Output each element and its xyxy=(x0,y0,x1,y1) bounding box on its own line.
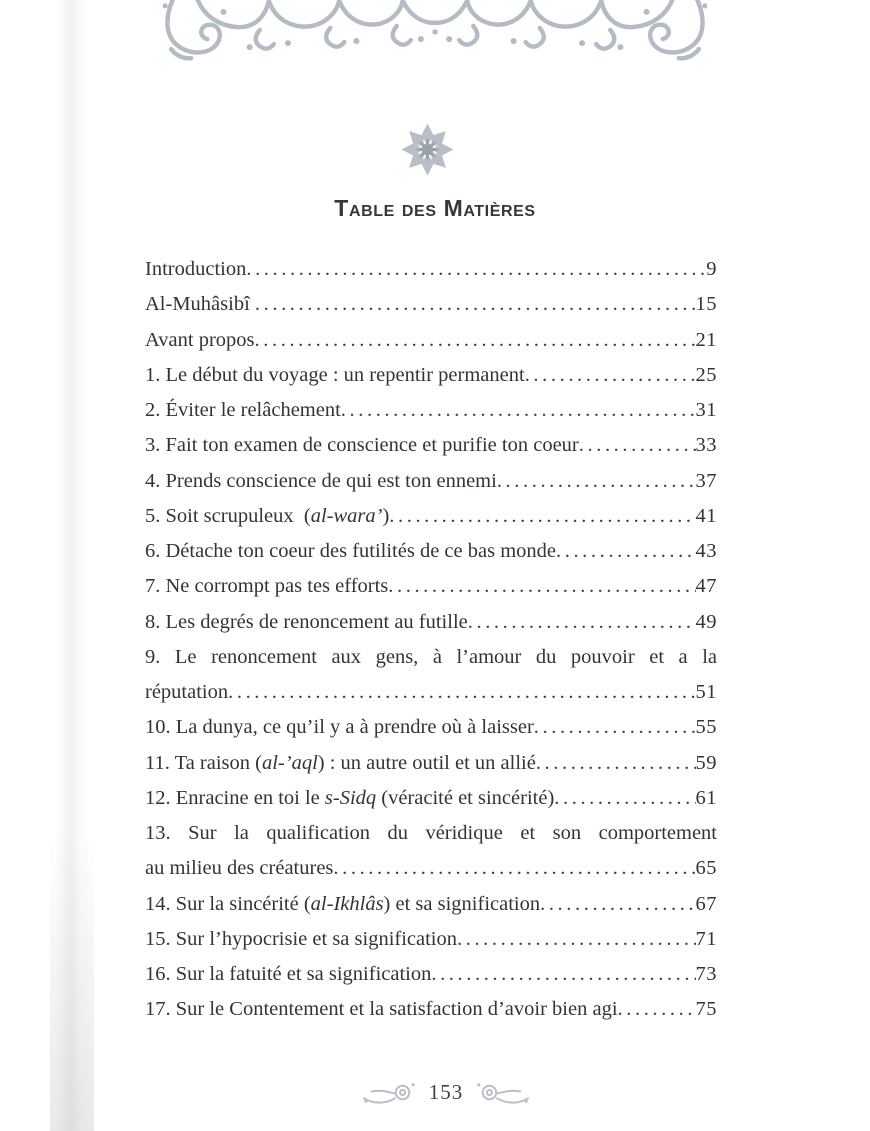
toc-entry-text: Introduction xyxy=(145,258,247,280)
toc-entry-page: 61 xyxy=(695,786,717,809)
toc-entry-text-italic: al-Ikhlâs xyxy=(310,892,384,915)
toc-entry-page: 37 xyxy=(695,469,717,492)
toc-entry-text: Al-Muhâsibî xyxy=(145,293,255,316)
toc-entry-page: 25 xyxy=(695,363,717,386)
table-of-contents xyxy=(145,252,717,1028)
page-footer xyxy=(0,1075,870,1109)
floral-scroll-border-icon xyxy=(163,0,707,64)
toc-entry-text: 15. Sur l’hypocrisie et sa signification xyxy=(145,927,457,950)
toc-entry-text: réputation xyxy=(145,681,229,703)
toc-entry-text: 4. Prends conscience de qui est ton ennemi xyxy=(145,469,497,492)
toc-entry-12 xyxy=(145,781,717,816)
toc-entry-text: 1. Le début du voyage : un repentir permanent xyxy=(145,363,525,386)
dot-leader xyxy=(457,922,696,957)
toc-entry-1 xyxy=(145,358,717,393)
toc-entry-10 xyxy=(145,710,717,745)
toc-entry-text: 8. Les degrés de renoncement au futille xyxy=(145,610,468,633)
toc-entry-page: 49 xyxy=(695,610,717,633)
toc-entry-text-italic: s-Sidq xyxy=(324,786,377,809)
toc-entry-text: 6. Détache ton coeur des futilités de ce bas monde xyxy=(145,540,556,562)
dot-leader xyxy=(556,534,696,569)
toc-entry-page: 31 xyxy=(695,399,717,421)
toc-entry-text-italic: al-wara’ xyxy=(310,504,383,527)
toc-entry-text: 12. Enracine en toi le xyxy=(145,786,325,809)
toc-entry-13-line1 xyxy=(145,816,717,851)
dot-leader xyxy=(255,323,696,358)
toc-entry-text: 13. Sur la qualification du véridique et son comportement xyxy=(145,822,717,844)
dot-leader xyxy=(468,605,696,640)
toc-entry-text-italic: al-’aql xyxy=(261,751,318,774)
toc-entry-page: 67 xyxy=(695,892,717,915)
dot-leader xyxy=(618,992,696,1027)
toc-entry-text: 3. Fait ton examen de conscience et purifie ton coeur xyxy=(145,434,579,457)
dot-leader xyxy=(341,393,696,428)
toc-entry-9-line2 xyxy=(145,675,717,710)
toc-entry-text: 17. Sur le Contentement et la satisfaction d’avoir bien agi xyxy=(145,998,618,1021)
toc-entry-text: (véracité et sincérité) xyxy=(376,786,555,809)
floral-flourish-right-icon xyxy=(472,1079,530,1106)
toc-entry-avant-propos xyxy=(145,323,717,358)
toc-entry-15 xyxy=(145,922,717,957)
toc-entry-text: 14. Sur la sincérité ( xyxy=(145,892,311,915)
toc-entry-al-muhasibi xyxy=(145,287,717,322)
dot-leader xyxy=(554,781,695,816)
toc-entry-5 xyxy=(145,499,717,534)
toc-entry-2 xyxy=(145,393,717,428)
dot-leader xyxy=(255,287,696,322)
toc-entry-14 xyxy=(145,887,717,922)
toc-entry-9-line1 xyxy=(145,640,717,675)
toc-entry-page: 65 xyxy=(695,857,717,880)
toc-entry-text: au milieu des créatures xyxy=(145,857,334,880)
toc-entry-text: 5. Soit scrupuleux ( xyxy=(145,504,311,527)
dot-leader xyxy=(579,428,696,463)
toc-entry-text: 2. Éviter le relâchement xyxy=(145,399,341,421)
toc-entry-17 xyxy=(145,992,717,1027)
page-number: 153 xyxy=(428,1079,464,1104)
toc-entry-page: 41 xyxy=(695,504,717,527)
toc-entry-introduction xyxy=(145,252,717,287)
toc-entry-13-line2 xyxy=(145,851,717,886)
toc-entry-page: 15 xyxy=(695,293,717,316)
toc-entry-7 xyxy=(145,569,717,604)
dot-leader xyxy=(389,499,695,534)
toc-entry-page: 71 xyxy=(695,927,717,950)
floral-flourish-left-icon xyxy=(362,1079,420,1106)
toc-entry-page: 21 xyxy=(695,328,717,351)
toc-entry-16 xyxy=(145,957,717,992)
dot-leader xyxy=(525,358,696,393)
toc-entry-text: 10. La dunya, ce qu’il y a à prendre où à laisser xyxy=(145,716,534,739)
toc-entry-8 xyxy=(145,605,717,640)
toc-entry-text: 11. Ta raison ( xyxy=(145,751,262,774)
toc-entry-4 xyxy=(145,464,717,499)
toc-entry-text: 9. Le renoncement aux gens, à l’amour du pouvoir et a la xyxy=(145,645,717,668)
toc-entry-page: 55 xyxy=(695,716,717,739)
toc-entry-page: 75 xyxy=(695,998,717,1021)
dot-leader xyxy=(228,675,695,710)
dot-leader xyxy=(536,746,696,781)
toc-entry-text: Avant propos xyxy=(145,328,255,351)
toc-entry-page: 59 xyxy=(695,751,717,774)
dot-leader xyxy=(246,252,706,287)
rosette-ornament-icon xyxy=(399,121,456,178)
dot-leader xyxy=(431,957,695,992)
toc-entry-page: 51 xyxy=(695,681,717,703)
toc-entry-page: 9 xyxy=(706,258,717,280)
toc-entry-11 xyxy=(145,746,717,781)
toc-entry-page: 43 xyxy=(695,540,717,562)
toc-entry-6 xyxy=(145,534,717,569)
dot-leader xyxy=(540,887,695,922)
page-title: Table des Matières xyxy=(334,195,536,221)
toc-entry-page: 73 xyxy=(695,963,717,985)
toc-entry-3 xyxy=(145,428,717,463)
toc-entry-text: ) et sa signification xyxy=(383,892,541,915)
toc-entry-text: ) : un autre outil et un allié xyxy=(317,751,536,774)
toc-entry-text: ) xyxy=(382,504,390,527)
dot-leader xyxy=(333,851,695,886)
toc-entry-page: 33 xyxy=(695,434,717,457)
toc-entry-page: 47 xyxy=(695,575,717,598)
dot-leader xyxy=(534,710,696,745)
dot-leader xyxy=(497,464,696,499)
toc-entry-text: 16. Sur la fatuité et sa signification xyxy=(145,963,432,985)
dot-leader xyxy=(388,569,695,604)
toc-entry-text: 7. Ne corrompt pas tes efforts xyxy=(145,575,389,598)
